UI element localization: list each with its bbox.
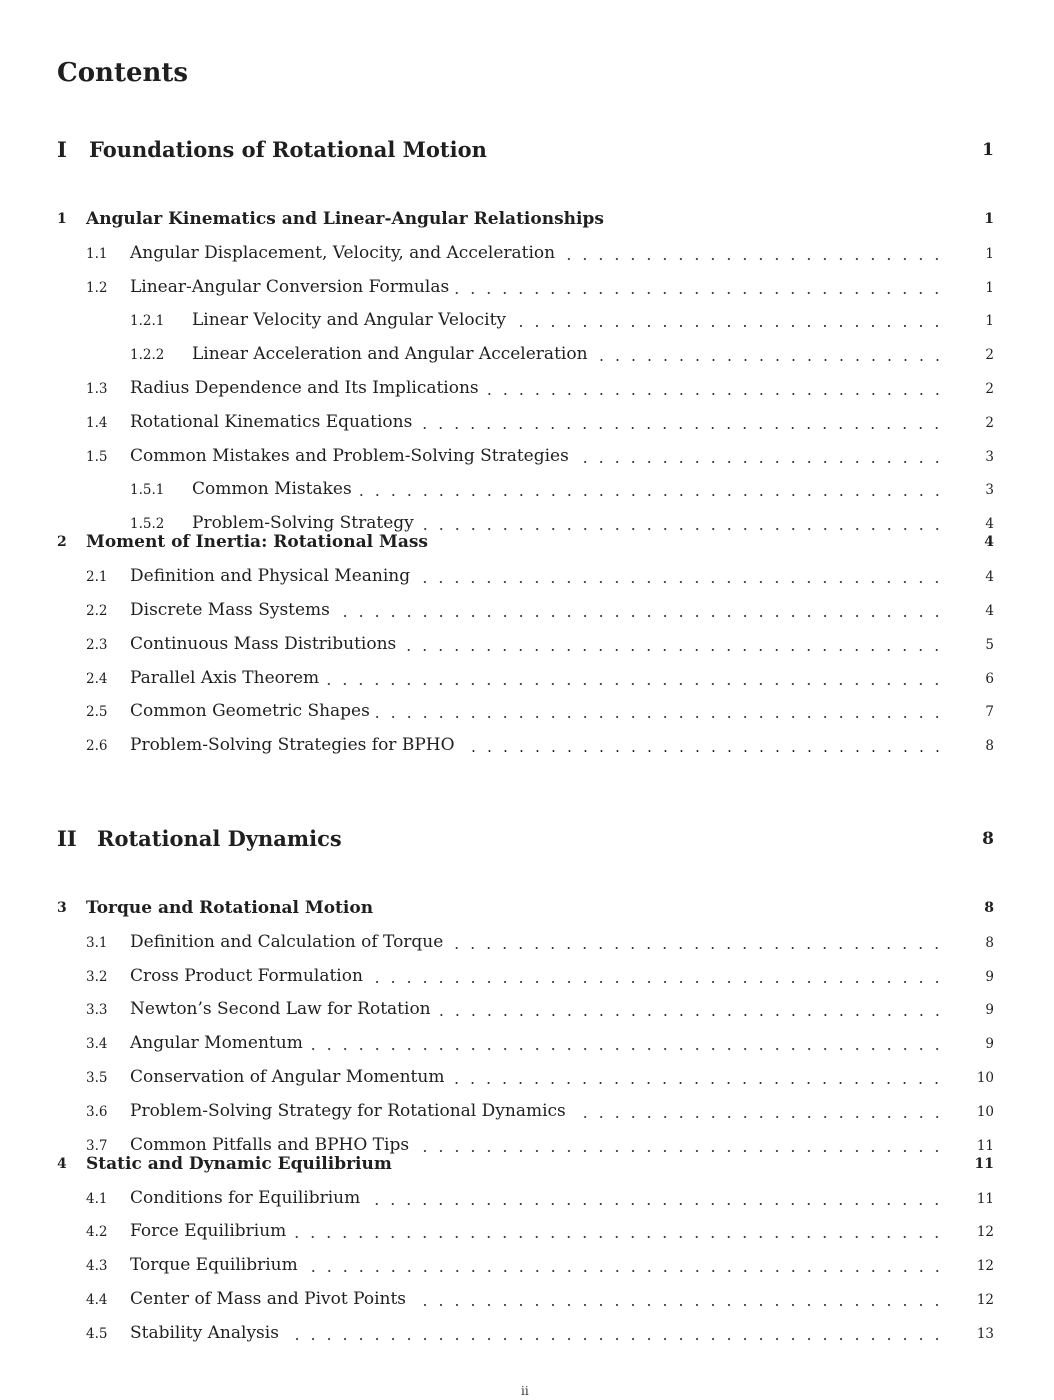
- section-number: 3.5: [86, 1070, 108, 1086]
- dot-leader: [594, 359, 945, 361]
- section-number: 1.1: [86, 245, 108, 262]
- section-number: 2.5: [86, 704, 108, 721]
- dot-leader: [461, 750, 945, 752]
- entry-page-number: 12: [976, 1258, 994, 1275]
- dot-leader: [292, 1236, 945, 1238]
- section-number: 3.6: [86, 1103, 108, 1120]
- entry-page-number: 6: [985, 670, 994, 687]
- section-number: 4.4: [86, 1292, 108, 1308]
- dot-leader: [418, 427, 945, 429]
- chapter-page-number: 1: [984, 211, 994, 227]
- section-number: 3.4: [86, 1036, 108, 1053]
- section-title[interactable]: Discrete Mass Systems: [130, 600, 330, 620]
- entry-page-number: 1: [985, 313, 994, 330]
- dot-leader: [512, 325, 945, 327]
- entry-page-number: 11: [976, 1190, 994, 1207]
- entry-page-number: 12: [976, 1224, 994, 1241]
- entry-page-number: 9: [985, 1002, 994, 1019]
- dot-leader: [309, 1048, 945, 1050]
- section-title[interactable]: Problem-Solving Strategy for Rotational Dynamics: [130, 1100, 566, 1121]
- section-number: 2.4: [86, 670, 108, 687]
- dot-leader: [420, 528, 945, 530]
- page-title: Contents: [57, 58, 189, 88]
- entry-page-number: 5: [985, 636, 994, 653]
- section-title[interactable]: Common Mistakes and Problem-Solving Strategies: [130, 445, 569, 466]
- dot-leader: [358, 494, 945, 496]
- section-number: 4.1: [86, 1190, 108, 1207]
- entry-page-number: 10: [976, 1070, 994, 1086]
- section-title[interactable]: Common Geometric Shapes: [130, 701, 370, 722]
- chapter-title[interactable]: Torque and Rotational Motion: [86, 898, 374, 918]
- dot-leader: [455, 292, 945, 294]
- entry-page-number: 8: [985, 738, 994, 755]
- section-number: 1.4: [86, 414, 108, 431]
- dot-leader: [285, 1338, 945, 1340]
- chapter-page-number: 11: [974, 1155, 994, 1172]
- section-title[interactable]: Force Equilibrium: [130, 1221, 287, 1242]
- section-number: 3.2: [86, 968, 108, 985]
- section-title[interactable]: Problem-Solving Strategies for BPHO: [130, 735, 455, 756]
- chapter-title[interactable]: Angular Kinematics and Linear-Angular Relationships: [86, 209, 604, 229]
- chapter-number: 2: [57, 534, 67, 551]
- entry-page-number: 1: [985, 245, 994, 262]
- section-title[interactable]: Parallel Axis Theorem: [130, 667, 320, 688]
- section-title[interactable]: Radius Dependence and Its Implications: [130, 378, 479, 398]
- section-title[interactable]: Conservation of Angular Momentum: [130, 1067, 445, 1087]
- dot-leader: [450, 1082, 945, 1084]
- chapter-page-number: 4: [984, 534, 994, 551]
- entry-page-number: 9: [985, 968, 994, 985]
- dot-leader: [415, 1150, 945, 1152]
- entry-page-number: 4: [985, 603, 994, 619]
- dot-leader: [376, 716, 945, 718]
- chapter-page-number: 8: [984, 900, 994, 916]
- entry-page-number: 2: [985, 347, 994, 364]
- entry-page-number: 4: [985, 516, 994, 533]
- part-page-number: 1: [982, 140, 994, 160]
- dot-leader: [304, 1270, 945, 1272]
- section-number: 3.3: [86, 1002, 108, 1019]
- section-title[interactable]: Angular Momentum: [130, 1033, 303, 1054]
- subsection-title[interactable]: Common Mistakes: [192, 479, 352, 500]
- section-title[interactable]: Torque Equilibrium: [130, 1255, 298, 1276]
- chapter-number: 4: [57, 1155, 67, 1172]
- section-title[interactable]: Definition and Calculation of Torque: [130, 931, 444, 952]
- dot-leader: [572, 1116, 945, 1118]
- section-title[interactable]: Angular Displacement, Velocity, and Acceleration: [130, 242, 556, 263]
- subsection-number: 1.2.2: [130, 347, 165, 364]
- section-title[interactable]: Continuous Mass Distributions: [130, 633, 397, 654]
- dot-leader: [369, 981, 945, 983]
- section-title[interactable]: Definition and Physical Meaning: [130, 566, 411, 587]
- part-number: II: [57, 826, 77, 851]
- entry-page-number: 1: [985, 279, 994, 296]
- dot-leader: [575, 461, 945, 463]
- entry-page-number: 7: [985, 704, 994, 721]
- dot-leader: [449, 947, 945, 949]
- entry-page-number: 10: [976, 1103, 994, 1120]
- section-number: 4.5: [86, 1325, 108, 1342]
- section-number: 2.1: [86, 569, 108, 586]
- section-title[interactable]: Common Pitfalls and BPHO Tips: [130, 1134, 410, 1155]
- section-number: 4.2: [86, 1224, 108, 1241]
- chapter-title[interactable]: Moment of Inertia: Rotational Mass: [86, 532, 428, 553]
- subsection-title[interactable]: Linear Velocity and Angular Velocity: [192, 310, 507, 331]
- part-title[interactable]: Rotational Dynamics: [97, 826, 342, 851]
- subsection-number: 1.5.2: [130, 516, 165, 533]
- part-page-number: 8: [982, 829, 994, 849]
- chapter-number: 1: [57, 211, 67, 227]
- section-title[interactable]: Newton’s Second Law for Rotation: [130, 999, 431, 1020]
- dot-leader: [325, 683, 945, 685]
- part-number: I: [57, 137, 67, 162]
- subsection-title[interactable]: Linear Acceleration and Angular Acceleration: [192, 344, 588, 365]
- section-title[interactable]: Conditions for Equilibrium: [130, 1187, 361, 1208]
- chapter-title[interactable]: Static and Dynamic Equilibrium: [86, 1153, 392, 1174]
- subsection-title[interactable]: Problem-Solving Strategy: [192, 513, 414, 534]
- section-number: 1.5: [86, 448, 108, 465]
- entry-page-number: 12: [976, 1292, 994, 1308]
- entry-page-number: 3: [985, 482, 994, 499]
- section-title[interactable]: Linear-Angular Conversion Formulas: [130, 276, 450, 297]
- section-number: 3.7: [86, 1137, 108, 1154]
- dot-leader: [485, 393, 945, 395]
- dot-leader: [336, 615, 945, 617]
- entry-page-number: 2: [985, 414, 994, 431]
- section-number: 2.3: [86, 636, 108, 653]
- section-number: 2.2: [86, 603, 108, 619]
- dot-leader: [561, 258, 945, 260]
- subsection-number: 1.2.1: [130, 313, 165, 330]
- part-title[interactable]: Foundations of Rotational Motion: [89, 137, 487, 162]
- subsection-number: 1.5.1: [130, 482, 165, 499]
- section-number: 4.3: [86, 1258, 108, 1275]
- section-number: 1.3: [86, 381, 108, 397]
- entry-page-number: 9: [985, 1036, 994, 1053]
- dot-leader: [366, 1203, 945, 1205]
- section-number: 2.6: [86, 738, 108, 755]
- page-folio: ii: [521, 1384, 529, 1398]
- section-number: 1.2: [86, 279, 108, 296]
- entry-page-number: 13: [976, 1325, 994, 1342]
- section-title[interactable]: Stability Analysis: [130, 1322, 279, 1343]
- entry-page-number: 3: [985, 448, 994, 465]
- dot-leader: [416, 581, 945, 583]
- entry-page-number: 8: [985, 934, 994, 951]
- entry-page-number: 11: [976, 1137, 994, 1154]
- chapter-number: 3: [57, 900, 67, 916]
- section-title[interactable]: Rotational Kinematics Equations: [130, 411, 413, 432]
- section-title[interactable]: Cross Product Formulation: [130, 965, 363, 986]
- dot-leader: [412, 1304, 945, 1306]
- entry-page-number: 2: [985, 381, 994, 397]
- dot-leader: [437, 1014, 945, 1016]
- dot-leader: [402, 649, 945, 651]
- section-number: 3.1: [86, 934, 108, 951]
- entry-page-number: 4: [985, 569, 994, 586]
- section-title[interactable]: Center of Mass and Pivot Points: [130, 1289, 407, 1309]
